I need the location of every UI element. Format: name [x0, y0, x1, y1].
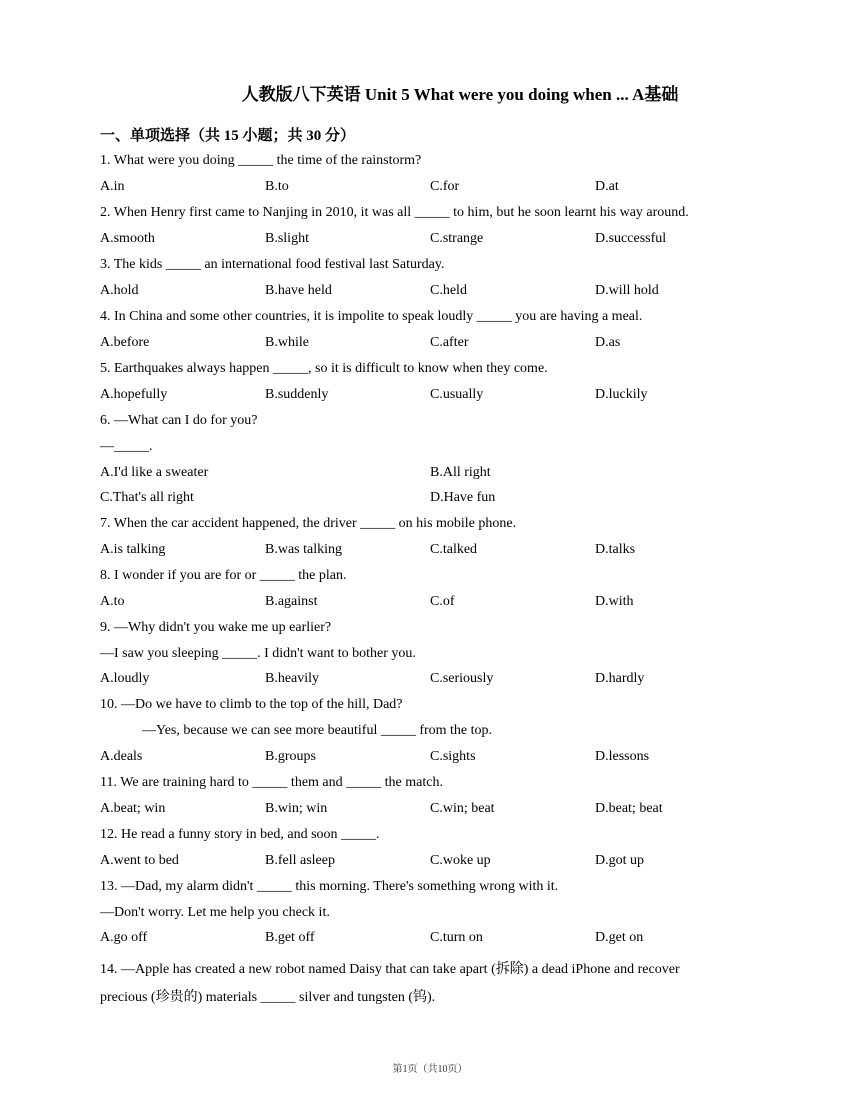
- question-3-option-c: C.held: [430, 283, 467, 298]
- question-4-option-a: A.before: [100, 335, 150, 350]
- question-1-option-b: B.to: [265, 179, 289, 194]
- question-12-option-b: B.fell asleep: [265, 853, 335, 868]
- question-6-option-a: A.I'd like a sweater: [100, 465, 209, 480]
- question-3-stem: 3. The kids _____ an international food festival last Saturday.: [100, 257, 445, 272]
- question-2-option-c: C.strange: [430, 231, 484, 246]
- question-6-stem: 6. —What can I do for you?: [100, 413, 258, 428]
- question-8-option-b: B.against: [265, 594, 318, 609]
- question-6-option-c: C.That's all right: [100, 490, 194, 505]
- question-5-option-a: A.hopefully: [100, 387, 168, 402]
- question-10-option-a: A.deals: [100, 749, 143, 764]
- question-13-option-b: B.get off: [265, 930, 315, 945]
- question-10-stem-reply: —Yes, because we can see more beautiful _____ from the top.: [142, 723, 493, 738]
- question-8-option-c: C.of: [430, 594, 455, 609]
- question-13-stem-reply: —Don't worry. Let me help you check it.: [100, 905, 330, 920]
- question-13-option-c: C.turn on: [430, 930, 483, 945]
- question-14-stem-continued: precious (珍贵的) materials _____ silver and tungsten (钨).: [100, 990, 436, 1005]
- question-8-option-a: A.to: [100, 594, 125, 609]
- question-1-stem: 1. What were you doing _____ the time of the rainstorm?: [100, 153, 422, 168]
- question-12-option-c: C.woke up: [430, 853, 491, 868]
- question-10-option-b: B.groups: [265, 749, 316, 764]
- question-7-option-c: C.talked: [430, 542, 478, 557]
- question-13-option-d: D.get on: [595, 930, 644, 945]
- question-9-option-a: A.loudly: [100, 671, 150, 686]
- section-heading: 一、单项选择（共 15 小题；共 30 分）: [100, 128, 356, 144]
- question-11-option-d: D.beat; beat: [595, 801, 663, 816]
- question-7-stem: 7. When the car accident happened, the driver _____ on his mobile phone.: [100, 516, 517, 531]
- question-9-option-d: D.hardly: [595, 671, 645, 686]
- question-2-option-d: D.successful: [595, 231, 667, 246]
- question-2-option-a: A.smooth: [100, 231, 155, 246]
- question-11-stem: 11. We are training hard to _____ them and _____ the match.: [100, 775, 443, 790]
- question-5-stem: 5. Earthquakes always happen _____, so it is difficult to know when they come.: [100, 361, 548, 376]
- question-8-option-d: D.with: [595, 594, 634, 609]
- question-11-option-c: C.win; beat: [430, 801, 495, 816]
- question-4-option-b: B.while: [265, 335, 309, 350]
- question-13-option-a: A.go off: [100, 930, 148, 945]
- question-4-option-d: D.as: [595, 335, 621, 350]
- question-8-stem: 8. I wonder if you are for or _____ the plan.: [100, 568, 347, 583]
- question-12-option-a: A.went to bed: [100, 853, 179, 868]
- question-9-option-b: B.heavily: [265, 671, 320, 686]
- question-6-option-b: B.All right: [430, 465, 491, 480]
- question-5-option-b: B.suddenly: [265, 387, 329, 402]
- question-10-option-c: C.sights: [430, 749, 476, 764]
- question-1-option-a: A.in: [100, 179, 125, 194]
- page-title: 人教版八下英语 Unit 5 What were you doing when ... A基础: [241, 85, 679, 104]
- question-4-stem: 4. In China and some other countries, it is impolite to speak loudly _____ you are having a meal.: [100, 309, 643, 324]
- question-3-option-a: A.hold: [100, 283, 139, 298]
- question-12-option-d: D.got up: [595, 853, 644, 868]
- page-footer: 第1页（共10页）: [392, 1064, 468, 1075]
- question-1-option-c: C.for: [430, 179, 460, 194]
- question-10-option-d: D.lessons: [595, 749, 650, 764]
- question-9-option-c: C.seriously: [430, 671, 494, 686]
- question-13-stem: 13. —Dad, my alarm didn't _____ this morning. There's something wrong with it.: [100, 879, 559, 894]
- question-9-stem: 9. —Why didn't you wake me up earlier?: [100, 620, 332, 635]
- question-12-stem: 12. He read a funny story in bed, and soon _____.: [100, 827, 380, 842]
- question-6-option-d: D.Have fun: [430, 490, 496, 505]
- question-9-stem-reply: —I saw you sleeping _____. I didn't want to bother you.: [100, 646, 416, 661]
- question-7-option-b: B.was talking: [265, 542, 342, 557]
- question-5-option-c: C.usually: [430, 387, 484, 402]
- question-4-option-c: C.after: [430, 335, 469, 350]
- question-3-option-b: B.have held: [265, 283, 332, 298]
- question-5-option-d: D.luckily: [595, 387, 648, 402]
- question-2-option-b: B.slight: [265, 231, 309, 246]
- question-2-stem: 2. When Henry first came to Nanjing in 2010, it was all _____ to him, but he soon learnt his way around.: [100, 205, 689, 220]
- question-3-option-d: D.will hold: [595, 283, 659, 298]
- question-11-option-b: B.win; win: [265, 801, 328, 816]
- question-10-stem: 10. —Do we have to climb to the top of the hill, Dad?: [100, 697, 403, 712]
- question-7-option-d: D.talks: [595, 542, 636, 557]
- question-1-option-d: D.at: [595, 179, 619, 194]
- question-11-option-a: A.beat; win: [100, 801, 166, 816]
- question-6-stem-reply: —_____.: [100, 439, 153, 454]
- question-7-option-a: A.is talking: [100, 542, 166, 557]
- question-14-stem: 14. —Apple has created a new robot named Daisy that can take apart (拆除) a dead iPhone and recover: [100, 962, 680, 977]
